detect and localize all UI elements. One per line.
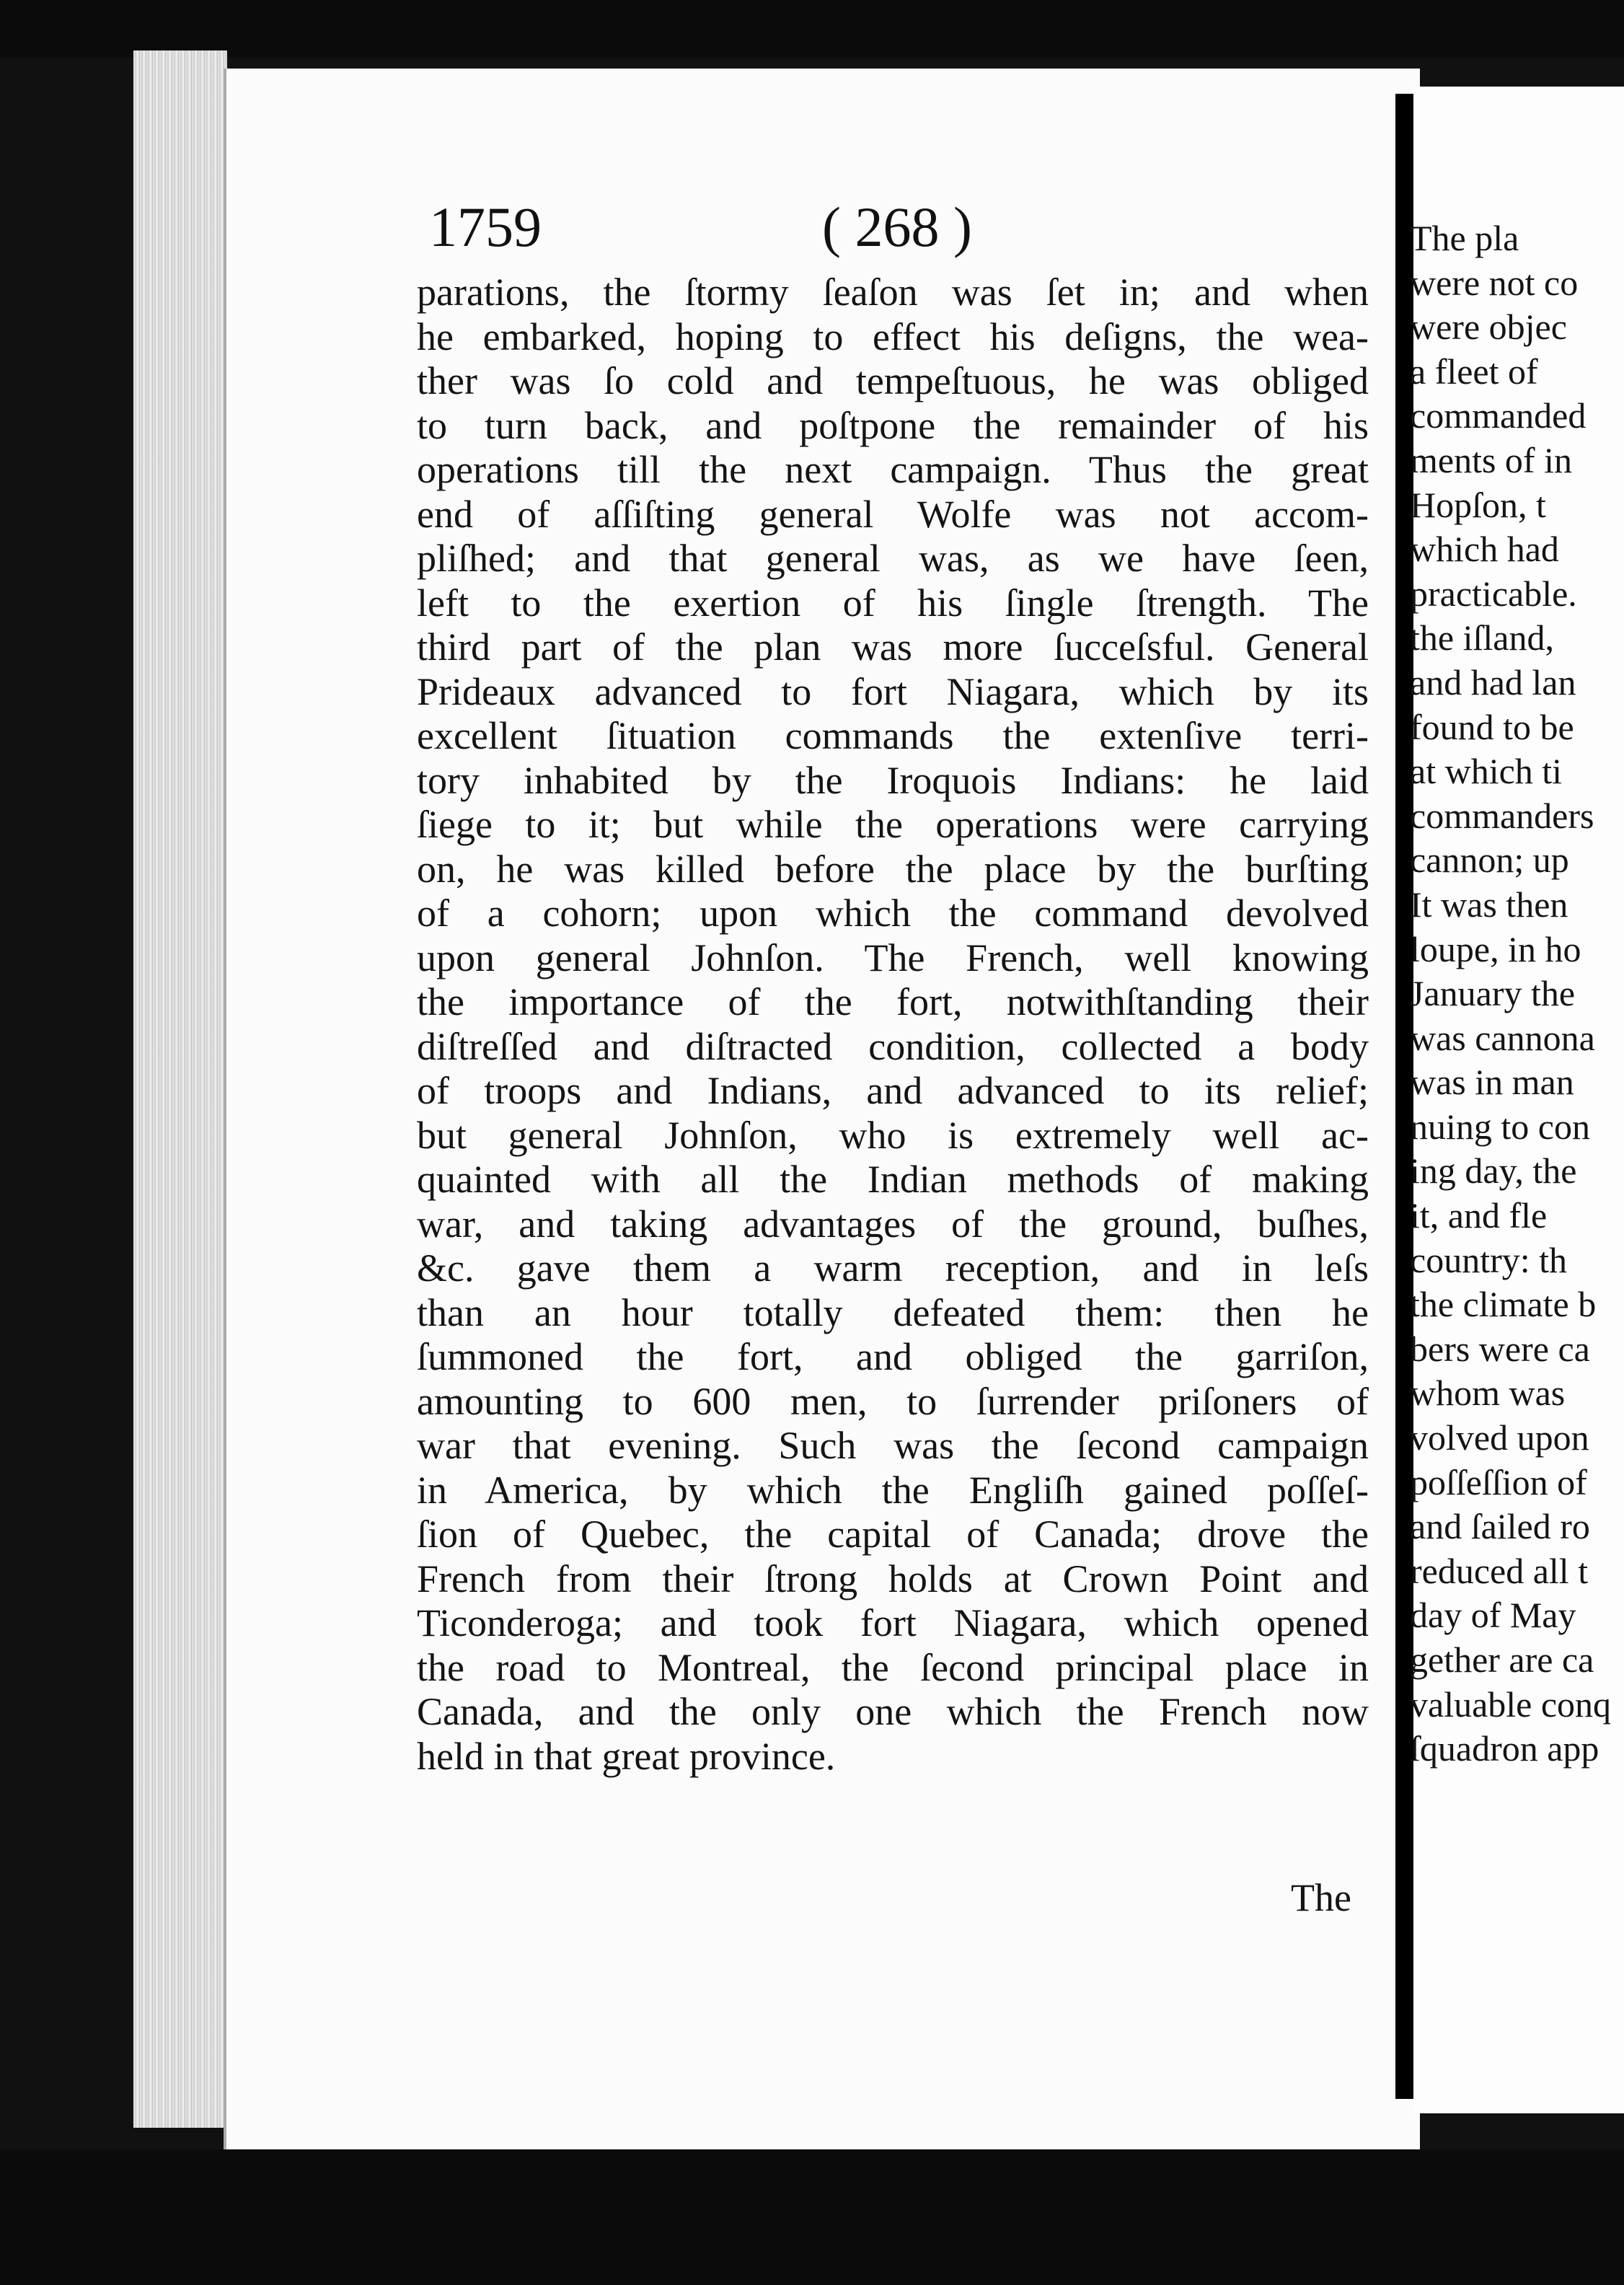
page-number: ( 268 ) [822, 195, 972, 258]
text-line: Prideaux advanced to fort Niagara, which by its [417, 669, 1369, 713]
running-year: 1759 [429, 195, 542, 258]
text-line: of a cohorn; upon which the command devolved [417, 891, 1369, 935]
text-line: war that evening. Such was the ſecond campaign [417, 1424, 1369, 1467]
text-line: French from their ſtrong holds at Crown Point and [417, 1557, 1369, 1601]
text-line: parations, the ſtormy ſeaſon was ſet in; and when [417, 270, 1369, 314]
text-line: ſion of Quebec, the capital of Canada; drove the [417, 1513, 1369, 1556]
text-line: left to the exertion of his ſingle ſtrength. The [417, 581, 1369, 625]
right-text-line: at which ti [1410, 751, 1563, 792]
right-text-line: poſſeſſion of [1410, 1461, 1587, 1502]
right-text-line: commanders [1410, 795, 1594, 836]
right-text-line: ing day, the [1410, 1150, 1577, 1192]
catchword: The [1291, 1876, 1351, 1919]
text-line: to turn back, and poſtpone the remainder of his [417, 403, 1369, 447]
text-line: Canada, and the only one which the French now [417, 1690, 1369, 1733]
right-text-line: volved upon [1410, 1417, 1589, 1458]
text-line: of troops and Indians, and advanced to its relief; [417, 1069, 1369, 1112]
right-text-line: gether are ca [1410, 1639, 1594, 1680]
scan-bottom-border [0, 2149, 1624, 2285]
right-text-line: The pla [1410, 218, 1519, 258]
scan-top-border [0, 0, 1624, 58]
left-page-text [417, 270, 1369, 1779]
right-text-line: were not co [1410, 262, 1579, 303]
right-text-line: bers were ca [1410, 1328, 1590, 1369]
right-text-line: valuable conq [1410, 1683, 1612, 1725]
right-text-line: whom was [1410, 1373, 1566, 1414]
right-text-line: country: th [1410, 1239, 1568, 1280]
right-text-line: January the [1410, 973, 1576, 1014]
right-text-line: were objec [1410, 307, 1567, 348]
right-text-line: ments of in [1410, 439, 1572, 480]
right-text-line: cannon; up [1410, 840, 1569, 881]
right-text-line: commanded [1410, 395, 1587, 436]
text-line: quainted with all the Indian methods of making [417, 1158, 1369, 1201]
text-line: pliſhed; and that general was, as we have ſeen, [417, 537, 1369, 580]
right-text-line: it, and fle [1410, 1195, 1548, 1236]
text-line: the road to Montreal, the ſecond principal place in [417, 1645, 1369, 1689]
right-text-line: and ſailed ro [1410, 1506, 1590, 1547]
right-text-line: ſquadron app [1410, 1728, 1599, 1769]
text-line: third part of the plan was more ſucceſsful. General [417, 625, 1369, 669]
text-line: in America, by which the Engliſh gained poſſeſ- [417, 1468, 1369, 1512]
text-line: on, he was killed before the place by the burſting [417, 847, 1369, 891]
right-text-line: found to be [1410, 706, 1574, 747]
text-line: &c. gave them a warm reception, and in leſs [417, 1246, 1369, 1290]
right-text-line: loupe, in ho [1410, 928, 1581, 969]
text-line: upon general Johnſon. The French, well knowing [417, 935, 1369, 979]
page-header [429, 195, 1381, 274]
right-text-line: the iſland, [1410, 617, 1554, 659]
right-text-line: a fleet of [1410, 351, 1538, 392]
right-text-line: practicable. [1410, 573, 1577, 614]
page-edges [133, 50, 227, 2128]
text-line: end of aſſiſting general Wolfe was not accom- [417, 492, 1369, 536]
text-line: Ticonderoga; and took fort Niagara, which opened [417, 1601, 1369, 1645]
text-line: ſiege to it; but while the operations were carrying [417, 803, 1369, 846]
text-line: diſtreſſed and diſtracted condition, collected a body [417, 1024, 1369, 1068]
text-line: ſummoned the fort, and obliged the garriſon, [417, 1335, 1369, 1378]
right-text-line: was in man [1410, 1062, 1574, 1103]
text-line: the importance of the fort, notwithſtanding their [417, 980, 1369, 1023]
right-text-line: was cannona [1410, 1017, 1595, 1058]
text-line: he embarked, hoping to effect his deſigns, the wea- [417, 314, 1369, 358]
text-line: but general Johnſon, who is extremely well ac- [417, 1113, 1369, 1157]
right-page-text [1410, 216, 1624, 1771]
right-text-line: Hopſon, t [1410, 484, 1546, 525]
text-line: war, and taking advantages of the ground, buſhes, [417, 1202, 1369, 1246]
text-line: operations till the next campaign. Thus the great [417, 448, 1369, 491]
right-text-line: It was then [1410, 884, 1568, 925]
right-text-line: day of May [1410, 1595, 1576, 1636]
text-line: tory inhabited by the Iroquois Indians: he laid [417, 758, 1369, 802]
right-text-line: nuing to con [1410, 1106, 1590, 1147]
right-text-line: the climate b [1410, 1284, 1597, 1325]
text-line: excellent ſituation commands the extenſive terri- [417, 714, 1369, 757]
right-text-line: which had [1410, 529, 1559, 570]
right-text-line: and had lan [1410, 661, 1576, 703]
text-line: than an hour totally defeated them: then he [417, 1290, 1369, 1334]
text-line: ther was ſo cold and tempeſtuous, he was obliged [417, 359, 1369, 402]
text-line: held in that great province. [417, 1734, 836, 1778]
right-text-line: reduced all t [1410, 1550, 1589, 1591]
text-line: amounting to 600 men, to ſurrender priſoners of [417, 1379, 1369, 1423]
